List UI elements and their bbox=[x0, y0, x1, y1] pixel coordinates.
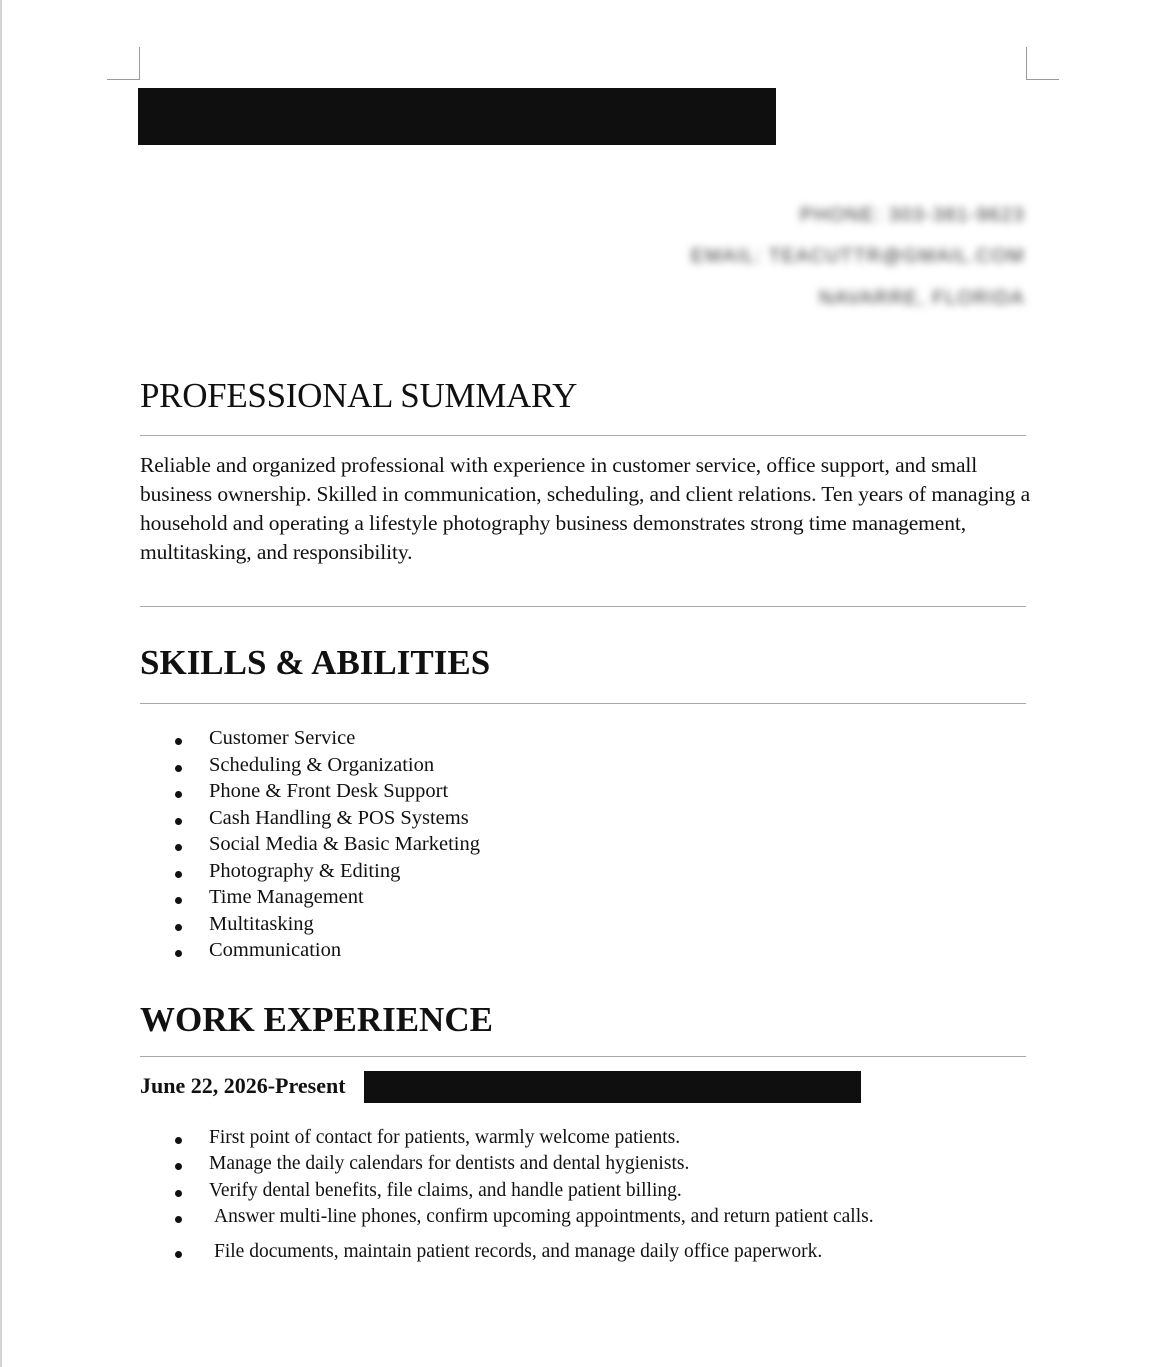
section-divider bbox=[140, 606, 1026, 607]
job-dates: June 22, 2026-Present bbox=[140, 1073, 346, 1098]
skills-heading: SKILLS & ABILITIES bbox=[140, 643, 491, 682]
summary-paragraph: Reliable and organized professional with experience in customer service, office support, and small business ownership. Skilled in communication, scheduling, and client relations. Ten years of managing a household and operating a lifestyle photography business demonstrates strong time management, multitasking, and responsibility. bbox=[140, 453, 1031, 564]
contact-location: NAVARRE, FLORIDA bbox=[819, 288, 1025, 309]
bullet-icon bbox=[175, 950, 182, 957]
bullet-icon bbox=[175, 791, 182, 798]
bullet-icon bbox=[175, 844, 182, 851]
page-edge bbox=[0, 0, 2, 1367]
bullet-icon bbox=[175, 1190, 182, 1197]
work-heading: WORK EXPERIENCE bbox=[140, 1000, 493, 1039]
bullet-icon bbox=[175, 1216, 182, 1223]
contact-email: EMAIL: TEACUTTR@GMAIL.COM bbox=[690, 246, 1025, 267]
bullet-icon bbox=[175, 1163, 182, 1170]
section-divider bbox=[140, 1056, 1026, 1057]
margin-corner-mark-top-right bbox=[1026, 47, 1059, 80]
bullet-icon bbox=[175, 818, 182, 825]
bullet-icon bbox=[175, 871, 182, 878]
bullet-icon bbox=[175, 1137, 182, 1144]
bullet-icon bbox=[175, 897, 182, 904]
section-divider bbox=[140, 703, 1026, 704]
redacted-name-block bbox=[138, 88, 776, 145]
section-divider bbox=[140, 435, 1026, 436]
bullet-icon bbox=[175, 738, 182, 745]
bullet-icon bbox=[175, 924, 182, 931]
margin-corner-mark-top-left bbox=[107, 47, 140, 80]
redacted-employer-block bbox=[364, 1071, 861, 1103]
bullet-icon bbox=[175, 1251, 182, 1258]
contact-phone: PHONE: 303-381-9623 bbox=[800, 205, 1025, 226]
bullet-icon bbox=[175, 765, 182, 772]
summary-heading: PROFESSIONAL SUMMARY bbox=[140, 376, 578, 415]
